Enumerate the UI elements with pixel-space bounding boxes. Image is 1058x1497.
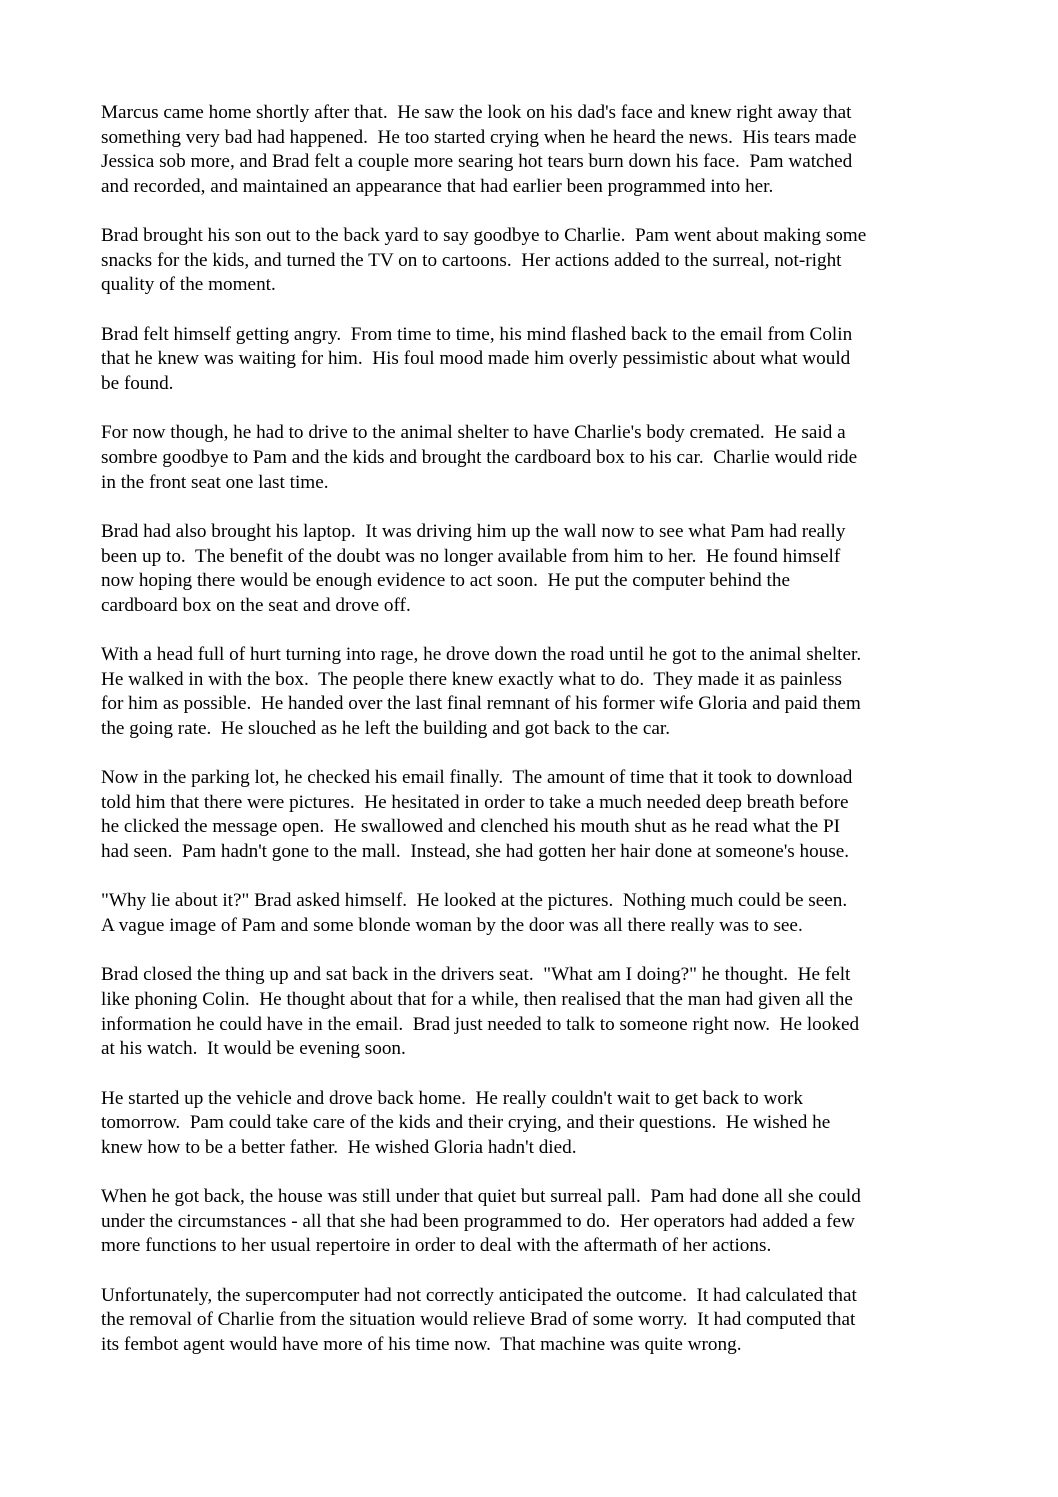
text-line: snacks for the kids, and turned the TV on to cartoons. Her actions added to the surreal, not-right	[101, 249, 842, 271]
paragraph	[101, 520, 961, 618]
text-line: its fembot agent would have more of his time now. That machine was quite wrong.	[101, 1333, 742, 1355]
text-line: the removal of Charlie from the situation would relieve Brad of some worry. It had computed that	[101, 1309, 856, 1331]
text-line: at his watch. It would be evening soon.	[101, 1038, 406, 1060]
text-line: tomorrow. Pam could take care of the kids and their crying, and their questions. He wished he	[101, 1112, 831, 1134]
paragraph	[101, 766, 961, 864]
paragraph	[101, 323, 961, 397]
text-line: in the front seat one last time.	[101, 471, 329, 493]
text-line: the going rate. He slouched as he left the building and got back to the car.	[101, 717, 671, 739]
text-line: more functions to her usual repertoire in order to deal with the aftermath of her actions.	[101, 1235, 772, 1257]
document-body	[101, 101, 961, 1382]
text-line: told him that there were pictures. He hesitated in order to take a much needed deep breath before	[101, 791, 849, 813]
text-line: quality of the moment.	[101, 274, 276, 296]
paragraph	[101, 421, 961, 495]
text-line: For now though, he had to drive to the animal shelter to have Charlie's body cremated. He said a	[101, 422, 846, 444]
text-line: information he could have in the email. Brad just needed to talk to someone right now. He looked	[101, 1013, 860, 1035]
text-line: cardboard box on the seat and drove off.	[101, 594, 411, 616]
text-line: Now in the parking lot, he checked his email finally. The amount of time that it took to download	[101, 767, 853, 789]
text-line: Brad closed the thing up and sat back in the drivers seat. "What am I doing?" he thought. He felt	[101, 964, 851, 986]
text-line: With a head full of hurt turning into rage, he drove down the road until he got to the animal shelter.	[101, 644, 862, 666]
text-line: under the circumstances - all that she had been programmed to do. Her operators had added a few	[101, 1210, 855, 1232]
text-line: Brad had also brought his laptop. It was driving him up the wall now to see what Pam had really	[101, 520, 846, 542]
paragraph	[101, 101, 961, 199]
text-line: something very bad had happened. He too started crying when he heard the news. His tears made	[101, 126, 857, 148]
paragraph	[101, 1185, 961, 1259]
text-line: "Why lie about it?" Brad asked himself. He looked at the pictures. Nothing much could be seen.	[101, 890, 848, 912]
text-line: Unfortunately, the supercomputer had not correctly anticipated the outcome. It had calculated that	[101, 1284, 857, 1306]
paragraph	[101, 224, 961, 298]
text-line: Brad brought his son out to the back yard to say goodbye to Charlie. Pam went about making some	[101, 225, 867, 247]
text-line: Brad felt himself getting angry. From time to time, his mind flashed back to the email from Colin	[101, 323, 853, 345]
paragraph	[101, 1284, 961, 1358]
text-line: and recorded, and maintained an appearance that had earlier been programmed into her.	[101, 175, 774, 197]
paragraph	[101, 1087, 961, 1161]
text-line: Marcus came home shortly after that. He saw the look on his dad's face and knew right away that	[101, 102, 852, 123]
text-line: He walked in with the box. The people there knew exactly what to do. They made it as painless	[101, 668, 843, 690]
text-line: he clicked the message open. He swallowed and clenched his mouth shut as he read what the PI	[101, 816, 841, 838]
text-line: for him as possible. He handed over the last final remnant of his former wife Gloria and paid them	[101, 693, 861, 715]
text-line: now hoping there would be enough evidence to act soon. He put the computer behind the	[101, 570, 790, 592]
text-line: be found.	[101, 372, 174, 394]
text-line: had seen. Pam hadn't gone to the mall. Instead, she had gotten her hair done at someone's house.	[101, 841, 850, 863]
text-line: sombre goodbye to Pam and the kids and brought the cardboard box to his car. Charlie would ride	[101, 446, 858, 468]
paragraph	[101, 963, 961, 1061]
paragraph	[101, 643, 961, 741]
text-line: like phoning Colin. He thought about that for a while, then realised that the man had given all the	[101, 989, 853, 1010]
paragraph	[101, 889, 961, 938]
text-line: When he got back, the house was still under that quiet but surreal pall. Pam had done all she could	[101, 1186, 861, 1208]
text-line: that he knew was waiting for him. His foul mood made him overly pessimistic about what would	[101, 348, 851, 370]
text-line: A vague image of Pam and some blonde woman by the door was all there really was to see.	[101, 915, 803, 937]
text-line: knew how to be a better father. He wished Gloria hadn't died.	[101, 1136, 577, 1158]
text-line: He started up the vehicle and drove back home. He really couldn't wait to get back to work	[101, 1087, 803, 1109]
text-line: been up to. The benefit of the doubt was no longer available from him to her. He found himself	[101, 545, 841, 567]
text-line: Jessica sob more, and Brad felt a couple more searing hot tears burn down his face. Pam watched	[101, 151, 853, 173]
